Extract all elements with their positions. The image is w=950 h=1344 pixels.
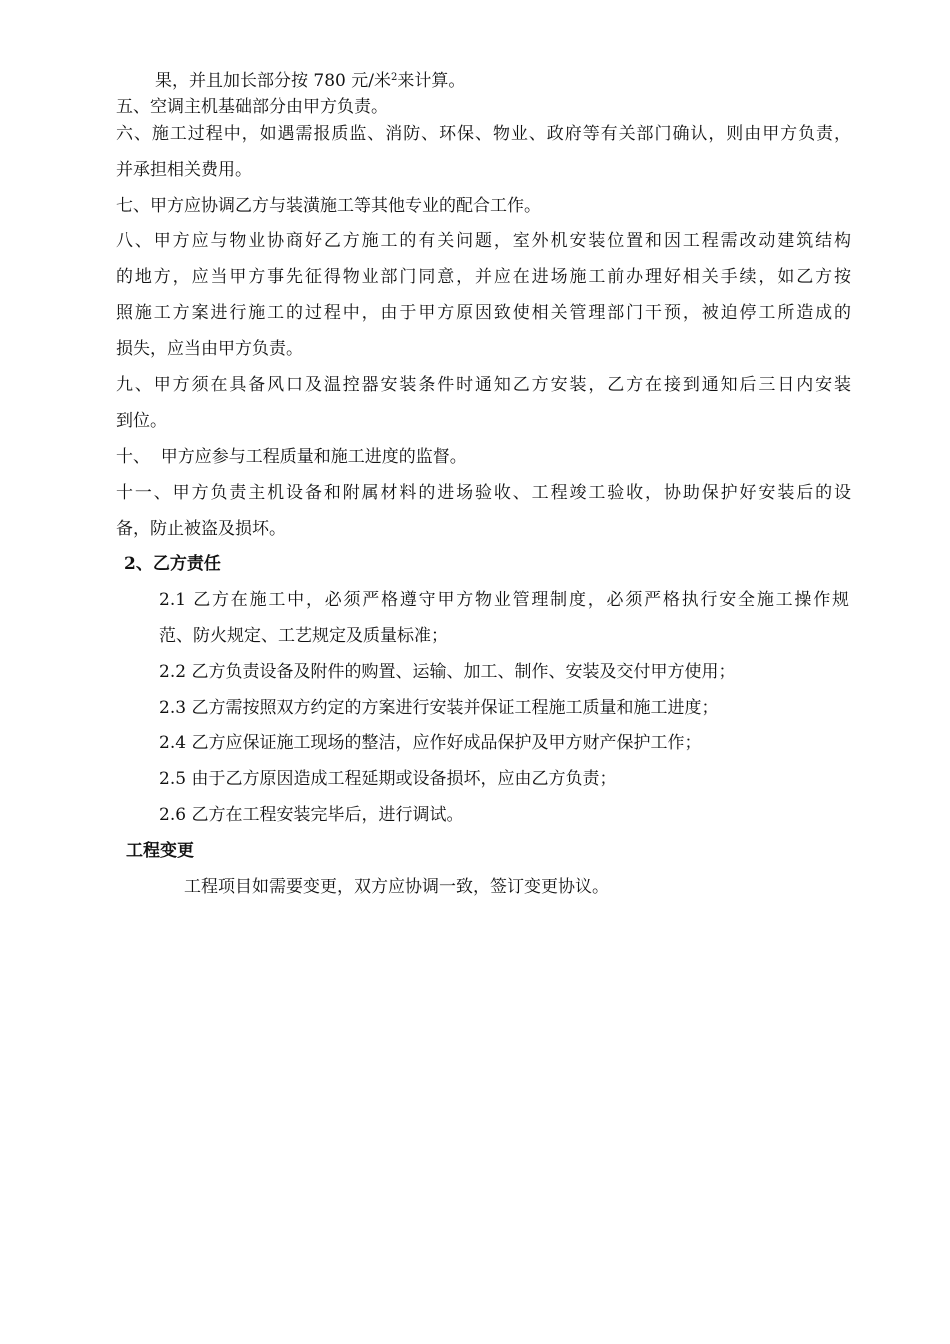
clause-8-line-3: 照施工方案进行施工的过程中，由于甲方原因致使相关管理部门干预，被迫停工所造成的 bbox=[116, 303, 851, 323]
item-2-1-line-1: 2.1 乙方在施工中，必须严格遵守甲方物业管理制度，必须严格执行安全施工操作规 bbox=[159, 590, 849, 610]
clause-11-line-2: 备，防止被盗及损坏。 bbox=[116, 519, 286, 539]
text-segment: 来计算。 bbox=[397, 71, 466, 91]
clause-6-line-1: 六、施工过程中，如遇需报质监、消防、环保、物业、政府等有关部门确认，则由甲方负责， bbox=[116, 124, 851, 144]
clause-9-line-1: 九、甲方须在具备风口及温控器安装条件时通知乙方安装，乙方在接到通知后三日内安装 bbox=[116, 375, 851, 395]
paragraph-continuation bbox=[155, 69, 465, 93]
clause-8-line-4: 损失，应当由甲方负责。 bbox=[116, 339, 303, 359]
superscript-two: 2 bbox=[390, 72, 398, 83]
clause-8-line-2: 的地方，应当甲方事先征得物业部门同意，并应在进场施工前办理好相关手续，如乙方按 bbox=[116, 267, 851, 287]
clause-5: 五、空调主机基础部分由甲方负责。 bbox=[116, 97, 388, 117]
clause-9-line-2: 到位。 bbox=[116, 411, 167, 431]
item-2-3: 2.3 乙方需按照双方约定的方案进行安装并保证工程施工质量和施工进度； bbox=[159, 698, 719, 718]
clause-8-line-1: 八、甲方应与物业协商好乙方施工的有关问题，室外机安装位置和因工程需改动建筑结构 bbox=[116, 231, 851, 251]
item-2-2: 2.2 乙方负责设备及附件的购置、运输、加工、制作、安装及交付甲方使用； bbox=[159, 662, 736, 682]
clause-11-line-1: 十一、甲方负责主机设备和附属材料的进场验收、工程竣工验收，协助保护好安装后的设 bbox=[116, 483, 851, 503]
section-heading-party-b: 2、乙方责任 bbox=[124, 554, 221, 574]
clause-7: 七、甲方应协调乙方与装潢施工等其他专业的配合工作。 bbox=[116, 196, 541, 216]
text-segment: 果，并且加长部分按 780 元/米 bbox=[155, 71, 391, 91]
item-2-6: 2.6 乙方在工程安装完毕后，进行调试。 bbox=[159, 805, 464, 825]
item-2-5: 2.5 由于乙方原因造成工程延期或设备损坏，应由乙方负责； bbox=[159, 769, 617, 789]
item-2-1-line-2: 范、防火规定、工艺规定及质量标准； bbox=[159, 626, 448, 646]
changes-body: 工程项目如需要变更，双方应协调一致，签订变更协议。 bbox=[184, 877, 609, 897]
clause-6-line-2: 并承担相关费用。 bbox=[116, 160, 252, 180]
item-2-4: 2.4 乙方应保证施工现场的整洁，应作好成品保护及甲方财产保护工作； bbox=[159, 733, 702, 753]
clause-10: 十、 甲方应参与工程质量和施工进度的监督。 bbox=[116, 447, 467, 467]
section-heading-changes: 工程变更 bbox=[126, 841, 194, 861]
